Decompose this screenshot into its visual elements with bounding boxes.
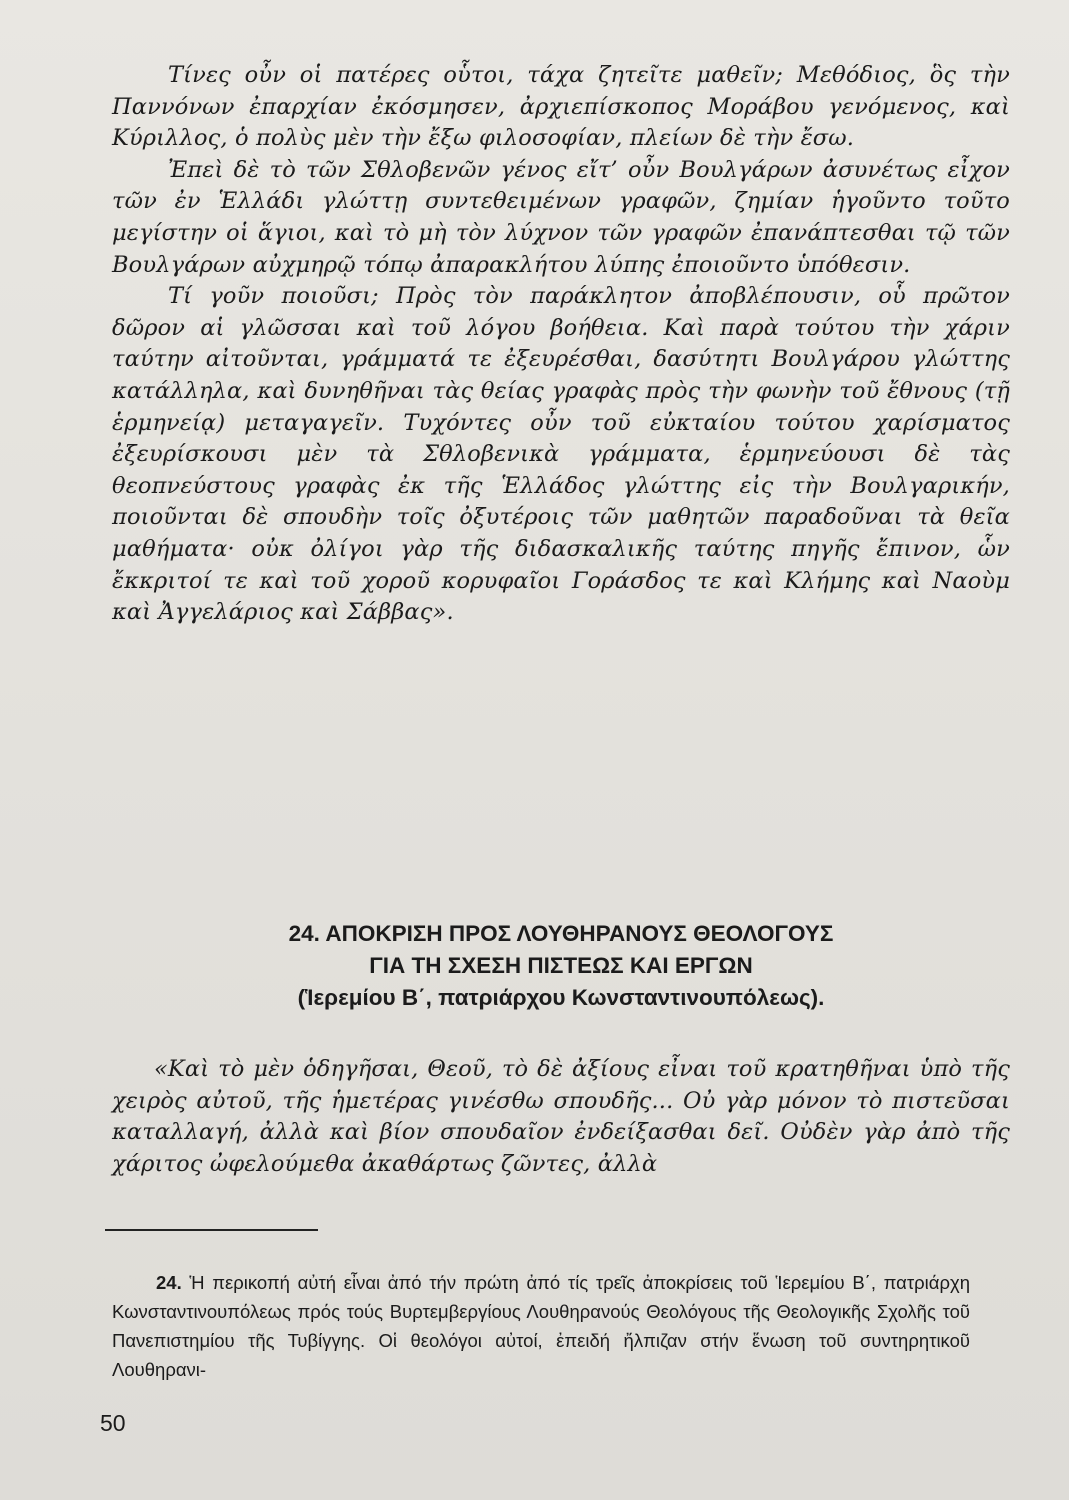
heading-subtitle: (Ἱερεμίου Β΄, πατριάρχου Κωνσταντινουπόλεως). bbox=[297, 985, 825, 1010]
main-text bbox=[112, 60, 1010, 629]
heading-line-1: 24. ΑΠΟΚΡΙΣΗ ΠΡΟΣ ΛΟΥΘΗΡΑΝΟΥΣ ΘΕΟΛΟΓΟΥΣ bbox=[288, 921, 834, 946]
heading-line-2: ΓΙΑ ΤΗ ΣΧΕΣΗ ΠΙΣΤΕΩΣ ΚΑΙ ΕΡΓΩΝ bbox=[369, 953, 753, 978]
quoted-text bbox=[112, 1054, 1010, 1180]
footnote bbox=[112, 1268, 970, 1384]
paragraph-1: Τίνες οὖν οἱ πατέρες οὗτοι, τάχα ζητεῖτε μαθεῖν; Μεθόδιος, ὃς τὴν Παννόνων ἐπαρχίαν ἐκόσμησεν, ἀρχιεπίσκοπος Μοράβου γενόμενος, καὶ Κύριλλος, ὁ πολὺς μὲν τὴν ἔξω φιλοσοφίαν, πλείων δὲ τὴν ἔσω. bbox=[112, 62, 1010, 152]
paragraph-3: Τί γοῦν ποιοῦσι; Πρὸς τὸν παράκλητον ἀποβλέπουσιν, οὗ πρῶτον δῶρον αἱ γλῶσσαι καὶ τοῦ λόγου βοήθεια. Καὶ παρὰ τούτου τὴν χάριν ταύτην αἰτοῦνται, γράμματά τε ἐξευρέσθαι, δασύτητι Βουλγάρου γλώττης κατάλληλα, καὶ δυνηθῆναι τὰς θείας γραφὰς πρὸς τὴν φωνὴν τοῦ ἔθνους (τῇ ἑρμηνείᾳ) μεταγαγεῖν. Τυχόντες οὖν τοῦ εὐκταίου τούτου χαρίσματος ἐξευρίσκουσι μὲν τὰ Σθλοβενικὰ γράμματα, ἑρμηνεύουσι δὲ τὰς θεοπνεύστους γραφὰς ἐκ τῆς Ἑλλάδος γλώττης εἰς τὴν Βουλγαρικήν, ποιοῦνται δὲ σπουδὴν τοῖς ὀξυτέροις τῶν μαθητῶν παραδοῦναι τὰ θεῖα μαθήματα· οὐκ ὀλίγοι γὰρ τῆς διδασκαλικῆς ταύτης πηγῆς ἔπινον, ὧν ἔκκριτοί τε καὶ τοῦ χοροῦ κορυφαῖοι Γοράσδος τε καὶ Κλήμης καὶ Ναοὺμ καὶ Ἀγγελάριος καὶ Σάββας». bbox=[112, 283, 1010, 626]
section-heading bbox=[112, 918, 1010, 1014]
page-number: 50 bbox=[100, 1410, 126, 1436]
quote-paragraph: «Καὶ τὸ μὲν ὁδηγῆσαι, Θεοῦ, τὸ δὲ ἀξίους εἶναι τοῦ κρατηθῆναι ὑπὸ τῆς χειρὸς αὐτοῦ, τῆς ἡμετέρας γινέσθω σπουδῆς... Οὐ γὰρ μόνον τὸ πιστεῦσαι καταλλαγή, ἀλλὰ καὶ βίον σπουδαῖον ἐνδείξασθαι δεῖ. Οὐδὲν γὰρ ἀπὸ τῆς χάριτος ὠφελούμεθα ἀκαθάρτως ζῶντες, ἀλλὰ bbox=[112, 1056, 1010, 1177]
paragraph-2: Ἐπεὶ δὲ τὸ τῶν Σθλοβενῶν γένος εἴτ’ οὖν Βουλγάρων ἀσυνέτως εἶχον τῶν ἐν Ἑλλάδι γλώττῃ συντεθειμένων γραφῶν, ζημίαν ἡγοῦντο τοῦτο μεγίστην οἱ ἅγιοι, καὶ τὸ μὴ τὸν λύχνον τῶν γραφῶν ἐπανάπτεσθαι τῷ τῶν Βουλγάρων αὐχμηρῷ τόπῳ ἀπαρακλήτου λύπης ἐποιοῦντο ὑπόθεσιν. bbox=[112, 156, 1010, 278]
footnote-divider bbox=[105, 1229, 318, 1231]
footnote-text: Ἡ περικοπή αὐτή εἶναι ἀπό τήν πρώτη ἀπό τίς τρεῖς ἀποκρίσεις τοῦ Ἱερεμίου Β΄, πατριάρχη Κωνσταντινουπόλεως πρός τούς Βυρτεμβεργίους Λουθηρανούς Θεολόγους τῆς Θεολογικῆς Σχολῆς τοῦ Πανεπιστημίου τῆς Τυβίγγης. Οἱ θεολόγοι αὐτοί, ἐπειδή ἤλπιζαν στήν ἕνωση τοῦ συντηρητικοῦ Λουθηρανι- bbox=[112, 1272, 970, 1380]
footnote-number: 24. bbox=[156, 1272, 182, 1293]
